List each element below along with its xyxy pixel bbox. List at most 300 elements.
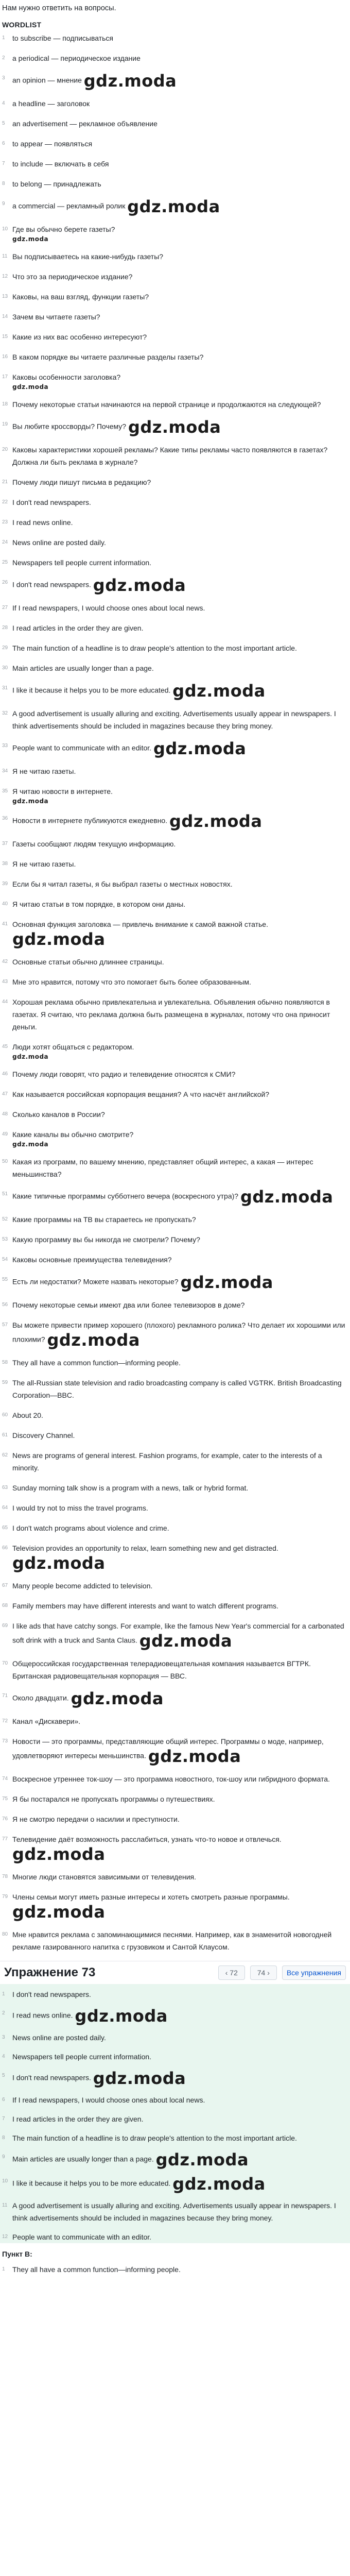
item-number: 63 [2, 1485, 8, 1490]
item-text: I like ads that have catchy songs. For example, like the famous New Year's commercial for a carbonated soft drink with a truck and Santa Claus. [12, 1622, 344, 1645]
item-number: 24 [2, 539, 8, 545]
item-text: Если бы я читал газеты, я бы выбрал газеты о местных новостях. [12, 880, 233, 888]
item-number: 45 [2, 1044, 8, 1049]
list-item [0, 858, 350, 870]
list-item [0, 1253, 350, 1266]
item-text: Main articles are usually longer than a page. [12, 664, 154, 672]
item-number: 47 [2, 1091, 8, 1097]
item-number: 5 [2, 121, 5, 126]
item-number: 4 [2, 2054, 5, 2059]
item-number: 10 [2, 226, 8, 232]
list-item [0, 1833, 350, 1863]
list-item [0, 1522, 350, 1534]
list-item [0, 996, 350, 1033]
list-item [0, 444, 350, 468]
item-text: Family members may have different interests and want to watch different programs. [12, 1602, 278, 1610]
item-text: If I read newspapers, I would choose ones about local news. [12, 2096, 205, 2104]
list-item [0, 1449, 350, 1474]
list-item [0, 556, 350, 569]
list-item [0, 371, 350, 391]
item-text: Новости в интернете публикуются ежедневно. [12, 816, 168, 825]
item-number: 71 [2, 1693, 8, 1699]
watermark-logo: gdz.moda [172, 2174, 266, 2194]
item-text: News are programs of general interest. Fashion programs, for example, cater to the interests of a minority. [12, 1451, 322, 1472]
item-number: 34 [2, 768, 8, 774]
watermark-logo: gdz.moda [75, 2006, 168, 2026]
list-item [0, 662, 350, 674]
item-text: I don't read newspapers. [12, 580, 91, 589]
item-number: 39 [2, 881, 8, 887]
item-text: Канал «Дискавери». [12, 1717, 81, 1725]
list-item [0, 602, 350, 614]
item-number: 73 [2, 1738, 8, 1744]
item-text: В каком порядке вы читаете различные разделы газеты? [12, 353, 204, 361]
item-text: Main articles are usually longer than a page. [12, 2155, 154, 2163]
list-item [0, 331, 350, 343]
list-item [0, 838, 350, 850]
item-text: Сколько каналов в России? [12, 1110, 105, 1118]
item-text: a headline — заголовок [12, 99, 90, 108]
watermark-logo: gdz.moda [71, 1689, 164, 1708]
watermark-logo: gdz.moda [240, 1187, 334, 1207]
list-item [0, 1793, 350, 1805]
item-number: 8 [2, 181, 5, 187]
list-item [0, 2050, 350, 2063]
item-number: 74 [2, 1776, 8, 1782]
item-number: 59 [2, 1380, 8, 1385]
item-text: Хорошая реклама обычно привлекательна и увлекательна. Объявления обычно появляются в газетах. Я считаю, что реклама должна быть размещена в журналах, потому что она приносит деньги. [12, 998, 330, 1031]
item-number: 21 [2, 479, 8, 485]
list-item [0, 1156, 350, 1180]
item-text: to subscribe — подписываться [12, 34, 113, 42]
watermark-logo: gdz.moda [12, 1844, 106, 1864]
item-number: 55 [2, 1277, 8, 1282]
watermark-logo: gdz.moda [83, 71, 177, 91]
list-item [0, 1871, 350, 1883]
list-item [0, 1620, 350, 1650]
list-item [0, 2113, 350, 2125]
item-text: Я не смотрю передачи о насилии и преступности. [12, 1815, 180, 1823]
item-text: Общероссийская государственная телерадиовещательная компания называется ВГТРК. Британская радиовещательная корпорация — ВВС. [12, 1659, 311, 1680]
list-item [0, 1409, 350, 1421]
item-number: 67 [2, 1583, 8, 1588]
list-item [0, 1357, 350, 1369]
list-item [0, 496, 350, 509]
item-text: I read news online. [12, 518, 73, 527]
item-number: 18 [2, 401, 8, 407]
list-item [0, 138, 350, 150]
item-text: I don't read newspapers. [12, 1990, 91, 1998]
item-number: 1 [2, 35, 5, 41]
item-text: Television provides an opportunity to relax, learn something new and get distracted. [12, 1544, 278, 1552]
item-number: 70 [2, 1660, 8, 1666]
list-item [0, 311, 350, 323]
list-item [0, 52, 350, 64]
item-text: Почему некоторые статьи начинаются на первой странице и продолжаются на следующей? [12, 400, 321, 409]
list-item [0, 32, 350, 44]
watermark-logo: gdz.moda [128, 417, 221, 437]
item-number: 79 [2, 1894, 8, 1900]
list-item [0, 2151, 350, 2168]
item-text: Где вы обычно берете газеты? [12, 225, 115, 233]
watermark-logo: gdz.moda [12, 1141, 49, 1148]
list-item [0, 2007, 350, 2025]
item-text: an opinion — мнение [12, 76, 82, 84]
list-item [0, 1715, 350, 1727]
item-number: 69 [2, 1623, 8, 1629]
item-text: I don't watch programs about violence and crime. [12, 1524, 169, 1532]
watermark-logo: gdz.moda [169, 811, 262, 831]
list-item [0, 476, 350, 488]
item-text: Sunday morning talk show is a program with a news, talk or hybrid format. [12, 1484, 249, 1492]
item-number: 26 [2, 580, 8, 585]
item-number: 35 [2, 788, 8, 794]
item-number: 14 [2, 314, 8, 319]
list-item [0, 418, 350, 436]
item-text: Мне это нравится, потому что это помогает быть более образованным. [12, 978, 251, 986]
list-item [0, 642, 350, 654]
item-text: People want to communicate with an editor. [12, 2233, 152, 2241]
item-number: 6 [2, 2097, 5, 2103]
item-number: 77 [2, 1836, 8, 1842]
list-item [0, 1088, 350, 1100]
item-number: 9 [2, 201, 5, 207]
item-text: Почему люди пишут письма в редакцию? [12, 478, 151, 486]
item-number: 8 [2, 2135, 5, 2141]
list-item [0, 2231, 350, 2243]
list-item [0, 1580, 350, 1592]
item-number: 52 [2, 1216, 8, 1222]
item-number: 5 [2, 2073, 5, 2078]
watermark-logo: gdz.moda [12, 798, 49, 805]
item-number: 10 [2, 2178, 8, 2184]
item-number: 38 [2, 861, 8, 867]
item-text: Я не читаю газеты. [12, 860, 76, 868]
item-number: 50 [2, 1159, 8, 1164]
item-number: 40 [2, 901, 8, 907]
item-text: I read articles in the order they are given. [12, 624, 144, 632]
list-item [0, 1041, 350, 1060]
item-text: Какая из программ, по вашему мнению, представляет общий интерес, а какая — интерес меньшинства? [12, 1158, 313, 1178]
list-item [0, 1928, 350, 1953]
item-number: 27 [2, 605, 8, 611]
item-number: 1 [2, 2266, 5, 2272]
item-number: 3 [2, 75, 5, 81]
list-item [0, 1813, 350, 1825]
item-text: The all-Russian state television and radio broadcasting company is called VGTRK. British Broadcasting Corporation—BBC. [12, 1379, 342, 1399]
watermark-logo: gdz.moda [12, 383, 49, 391]
list-item [0, 2199, 350, 2224]
list-item [0, 622, 350, 634]
item-number: 11 [2, 253, 8, 259]
watermark-logo: gdz.moda [12, 1902, 106, 1922]
list-item [0, 1482, 350, 1494]
watermark-logo: gdz.moda [12, 1553, 106, 1573]
watermark-logo: gdz.moda [12, 929, 106, 949]
item-text: Люди хотят общаться с редактором. [12, 1043, 134, 1051]
item-text: Какие каналы вы обычно смотрите? [12, 1130, 134, 1139]
list-item [0, 1233, 350, 1246]
list-item [0, 878, 350, 890]
item-text: Воскресное утреннее ток-шоу — это программа новостного, ток-шоу или гибридного формата. [12, 1775, 330, 1783]
item-text: Новости — это программы, представляющие общий интерес. Программы о моде, например, удовлетворяют интересы меньшинства. [12, 1737, 324, 1760]
list-item [0, 1773, 350, 1785]
list-item [0, 250, 350, 263]
item-text: Я читаю статьи в том порядке, в котором они даны. [12, 900, 186, 908]
watermark-logo: gdz.moda [93, 2069, 186, 2088]
item-text: Newspapers tell people current information. [12, 2053, 152, 2061]
item-text: Основная функция заголовка — привлечь внимание к самой важной статье. [12, 920, 268, 928]
item-number: 2 [2, 55, 5, 61]
item-text: to appear — появляться [12, 140, 93, 148]
list-item [0, 72, 350, 90]
item-number: 49 [2, 1131, 8, 1137]
item-text: People want to communicate with an editor. [12, 743, 152, 752]
item-number: 48 [2, 1111, 8, 1117]
exercise-pager [0, 1961, 350, 1984]
item-text: Я не читаю газеты. [12, 767, 76, 775]
item-text: Мне нравится реклама с запоминающимися песнями. Например, как в знаменитой новогодней рекламе газированного напитка с грузовиком и Сантой Клаусом. [12, 1930, 332, 1951]
list-item [0, 2175, 350, 2193]
list-item [0, 1274, 350, 1291]
point-label: Пункт B: [2, 2250, 32, 2258]
item-number: 19 [2, 421, 8, 427]
item-text: Какие из них вас особенно интересуют? [12, 333, 147, 341]
item-text: The main function of a headline is to draw people's attention to the most important article. [12, 2134, 297, 2142]
item-number: 31 [2, 685, 8, 691]
item-text: to include — включать в себя [12, 160, 109, 168]
list-item [0, 2094, 350, 2106]
item-text: Каковы особенности заголовка? [12, 373, 121, 381]
item-number: 72 [2, 1718, 8, 1724]
item-text: Многие люди становятся зависимыми от телевидения. [12, 1873, 197, 1881]
answer-block [0, 1984, 350, 2243]
item-text: Я бы постарался не пропускать программы о путешествиях. [12, 1795, 215, 1803]
item-number: 54 [2, 1257, 8, 1262]
watermark-logo: gdz.moda [127, 197, 220, 216]
list-item [0, 765, 350, 777]
list-item [0, 158, 350, 170]
item-text: Основные статьи обычно длиннее страницы. [12, 958, 164, 966]
item-number: 61 [2, 1432, 8, 1438]
item-text: Каковы основные преимущества телевидения? [12, 1256, 172, 1264]
item-number: 22 [2, 499, 8, 505]
list-item [0, 1657, 350, 1682]
item-number: 3 [2, 2035, 5, 2040]
watermark-logo: gdz.moda [12, 235, 49, 243]
item-number: 68 [2, 1603, 8, 1608]
item-number: 78 [2, 1874, 8, 1879]
list-item [0, 270, 350, 283]
item-number: 20 [2, 447, 8, 452]
item-number: 7 [2, 2116, 5, 2122]
item-text: I like it because it helps you to be more educated. [12, 686, 171, 694]
watermark-logo: gdz.moda [12, 1053, 49, 1060]
watermark-logo: gdz.moda [148, 1747, 241, 1766]
item-number: 6 [2, 141, 5, 146]
list-item [0, 1735, 350, 1765]
item-text: Я читаю новости в интернете. [12, 787, 113, 795]
item-text: Зачем вы читаете газеты? [12, 313, 100, 321]
list-item [0, 1502, 350, 1514]
list-item [0, 740, 350, 757]
item-text: Вы любите кроссворды? Почему? [12, 422, 127, 431]
list-item [0, 1213, 350, 1226]
item-number: 41 [2, 921, 8, 927]
list-item [0, 97, 350, 110]
list-item [0, 976, 350, 988]
wordlist-title: WORDLIST [2, 21, 42, 29]
list-item [0, 918, 350, 948]
item-text: Вы можете привести пример хорошего (плохого) рекламного ролика? Что делает их хорошими или плохими? [12, 1321, 345, 1344]
item-number: 65 [2, 1525, 8, 1531]
item-number: 36 [2, 816, 8, 821]
answer-list [0, 32, 350, 1953]
watermark-logo: gdz.moda [180, 1273, 273, 1292]
item-text: They all have a common function—informing people. [12, 1359, 181, 1367]
item-text: I don't read newspapers. [12, 2073, 91, 2082]
item-text: Каковы характеристики хорошей рекламы? Какие типы рекламы часто появляются в газетах? Должна ли быть реклама в журнале? [12, 446, 328, 466]
item-number: 75 [2, 1796, 8, 1802]
watermark-logo: gdz.moda [172, 681, 266, 701]
item-text: Many people become addicted to television. [12, 1582, 153, 1590]
list-item [0, 1542, 350, 1572]
item-number: 7 [2, 161, 5, 166]
item-number: 66 [2, 1545, 8, 1551]
prev-exercise-button[interactable]: ‹ 72 [218, 1965, 245, 1980]
item-text: Телевидение даёт возможность расслабиться, узнать что-то новое и отвлечься. [12, 1835, 282, 1843]
list-item [0, 1299, 350, 1311]
item-number: 56 [2, 1302, 8, 1308]
next-exercise-button[interactable]: 74 › [250, 1965, 277, 1980]
item-number: 12 [2, 2234, 8, 2240]
list-item [0, 2132, 350, 2144]
item-text: Как называется российская корпорация вещания? А что насчёт английской? [12, 1090, 270, 1098]
list-item [0, 1891, 350, 1921]
list-item [0, 1188, 350, 1206]
list-item [0, 1988, 350, 2001]
list-item [0, 1319, 350, 1349]
item-text: Что это за периодическое издание? [12, 273, 133, 281]
item-number: 2 [2, 2010, 5, 2016]
list-item [0, 2263, 350, 2276]
list-item [0, 536, 350, 549]
item-text: The main function of a headline is to draw people's attention to the most important article. [12, 644, 297, 652]
list-item [0, 577, 350, 594]
item-number: 28 [2, 625, 8, 631]
list-item [0, 956, 350, 968]
list-item [0, 2031, 350, 2044]
item-text: Каковы, на ваш взгляд, функции газеты? [12, 293, 149, 301]
list-item [0, 1377, 350, 1401]
item-number: 1 [2, 1991, 5, 1997]
item-text: Почему некоторые семьи имеют два или более телевизоров в доме? [12, 1301, 245, 1309]
item-text: I don't read newspapers. [12, 498, 91, 506]
item-number: 16 [2, 354, 8, 360]
item-number: 4 [2, 100, 5, 106]
item-number: 25 [2, 560, 8, 565]
list-item [0, 785, 350, 805]
item-number: 13 [2, 294, 8, 299]
list-item [0, 516, 350, 529]
list-item [0, 1068, 350, 1080]
item-text: Newspapers tell people current information. [12, 558, 152, 567]
item-text: If I read newspapers, I would choose ones about local news. [12, 604, 205, 612]
item-text: I read articles in the order they are given. [12, 2115, 144, 2123]
list-item [0, 812, 350, 830]
list-item [0, 178, 350, 190]
item-number: 51 [2, 1191, 8, 1197]
item-number: 15 [2, 334, 8, 340]
item-number: 57 [2, 1322, 8, 1328]
item-text: Какие программы на ТВ вы стараетесь не пропускать? [12, 1215, 196, 1224]
item-text: Вы подписываетесь на какие-нибудь газеты? [12, 252, 164, 261]
answer-list-b [0, 1988, 350, 2243]
item-number: 12 [2, 274, 8, 279]
list-item [0, 291, 350, 303]
item-number: 30 [2, 665, 8, 671]
watermark-logo: gdz.moda [153, 739, 247, 758]
item-number: 29 [2, 645, 8, 651]
item-text: an advertisement — рекламное объявление [12, 120, 157, 128]
item-number: 46 [2, 1071, 8, 1077]
list-item [0, 2070, 350, 2087]
item-number: 9 [2, 2154, 5, 2160]
list-item [0, 198, 350, 215]
item-number: 62 [2, 1452, 8, 1458]
item-text: Члены семьи могут иметь разные интересы и хотеть смотреть разные программы. [12, 1893, 290, 1901]
list-item [0, 117, 350, 130]
item-number: 58 [2, 1360, 8, 1365]
item-number: 17 [2, 374, 8, 380]
watermark-logo: gdz.moda [155, 2150, 249, 2170]
list-item [0, 1108, 350, 1121]
item-text: Какие типичные программы субботнего вечера (воскресного утра)? [12, 1192, 239, 1200]
intro-text: Нам нужно ответить на вопросы. [2, 4, 116, 12]
last-list [0, 2263, 350, 2276]
list-item [0, 1600, 350, 1612]
item-text: A good advertisement is usually alluring and exciting. Advertisements usually appear in newspapers. I think advertisements should be included in magazines because they bring money. [12, 709, 336, 730]
item-text: to belong — принадлежать [12, 180, 101, 188]
list-item [0, 1429, 350, 1442]
item-number: 60 [2, 1412, 8, 1418]
item-number: 64 [2, 1505, 8, 1511]
item-number: 42 [2, 959, 8, 964]
all-exercises-button[interactable]: Все упражнения [282, 1965, 346, 1980]
list-item [0, 707, 350, 732]
item-number: 43 [2, 979, 8, 985]
item-number: 32 [2, 710, 8, 716]
list-item [0, 351, 350, 363]
item-number: 33 [2, 743, 8, 749]
item-text: A good advertisement is usually alluring and exciting. Advertisements usually appear in newspapers. I think advertisements should be included in magazines because they bring money. [12, 2201, 336, 2222]
item-text: Какую программу вы бы никогда не смотрели? Почему? [12, 1235, 200, 1244]
item-text: Около двадцати. [12, 1693, 69, 1702]
item-number: 11 [2, 2202, 8, 2208]
item-text: Есть ли недостатки? Можете назвать некоторые? [12, 1277, 179, 1286]
list-item [0, 223, 350, 243]
watermark-logo: gdz.moda [93, 575, 186, 595]
item-text: Почему люди говорят, что радио и телевидение относятся к СМИ? [12, 1070, 236, 1078]
item-text: About 20. [12, 1411, 43, 1419]
list-item [0, 1128, 350, 1148]
list-item [0, 682, 350, 700]
watermark-logo: gdz.moda [139, 1631, 233, 1651]
item-text: a commercial — рекламный ролик [12, 201, 126, 210]
item-number: 37 [2, 841, 8, 846]
item-text: I like it because it helps you to be more educated. [12, 2179, 171, 2188]
item-text: a periodical — периодическое издание [12, 54, 141, 62]
